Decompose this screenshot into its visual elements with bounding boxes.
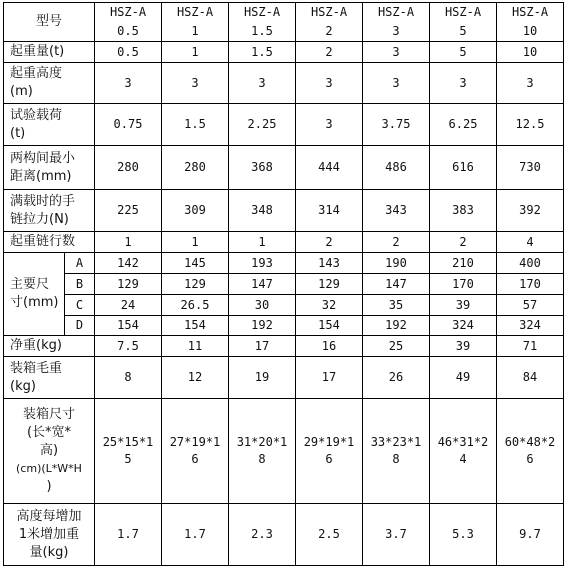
value-cell: 145 xyxy=(162,253,229,274)
value-cell: 10 xyxy=(497,42,564,63)
row-label-line: 寸(mm) xyxy=(10,295,59,310)
value-cell: 35 xyxy=(363,295,430,316)
value-cell: 39 xyxy=(430,295,497,316)
row-label-line: 量(kg) xyxy=(29,544,69,560)
dim-key: B xyxy=(65,274,95,295)
row-label-line: ) xyxy=(46,479,52,494)
row-dim-c xyxy=(4,295,564,316)
model-name: HSZ-A xyxy=(176,5,214,19)
value-cell: 5 xyxy=(430,42,497,63)
value-cell: 400 xyxy=(497,253,564,274)
value-cell: 154 xyxy=(162,316,229,336)
value-cell: 143 xyxy=(296,253,363,274)
model-name: HSZ-A xyxy=(377,5,415,19)
row-label xyxy=(4,253,65,336)
value-cell: 129 xyxy=(296,274,363,295)
row-label-line: 1米增加重 xyxy=(18,526,80,542)
value-cell: 392 xyxy=(497,190,564,232)
row-label xyxy=(4,357,95,399)
value-cell: 11 xyxy=(162,336,229,357)
value-cell: 147 xyxy=(363,274,430,295)
header-row xyxy=(4,3,564,42)
value-cell: 84 xyxy=(497,357,564,399)
value-cell: 3 xyxy=(229,63,296,104)
value-cell: 3.7 xyxy=(363,504,430,566)
model-name: HSZ-A xyxy=(310,5,348,19)
value-cell: 7.5 xyxy=(95,336,162,357)
row-label-line: 主要尺 xyxy=(10,277,50,292)
value-cell: 2.3 xyxy=(229,504,296,566)
row-gross-weight xyxy=(4,357,564,399)
value-cell: 192 xyxy=(229,316,296,336)
spec-table-container xyxy=(3,2,564,566)
value-cell: 324 xyxy=(497,316,564,336)
value-cell: 1.7 xyxy=(162,504,229,566)
value-cell: 3 xyxy=(296,63,363,104)
model-capacity: 3 xyxy=(392,24,400,38)
value-cell: 3 xyxy=(363,63,430,104)
value-cell: 348 xyxy=(229,190,296,232)
value-cell: 1.7 xyxy=(95,504,162,566)
value-cell: 24 xyxy=(95,295,162,316)
value-cell: 1.5 xyxy=(229,42,296,63)
model-cell xyxy=(162,3,229,42)
model-name: HSZ-A xyxy=(243,5,281,19)
value-cell: 129 xyxy=(95,274,162,295)
value-cell: 4 xyxy=(497,232,564,253)
value-cell: 1 xyxy=(162,42,229,63)
value-cell: 324 xyxy=(430,316,497,336)
row-label-line: 起重高度 xyxy=(10,66,63,81)
row-label xyxy=(4,104,95,146)
value-cell: 3 xyxy=(430,63,497,104)
box-size-line: 6 xyxy=(325,452,333,466)
row-test-load xyxy=(4,104,564,146)
value-cell: 6.25 xyxy=(430,104,497,146)
value-cell: 39 xyxy=(430,336,497,357)
row-label-line: (t) xyxy=(10,125,26,141)
value-cell xyxy=(296,399,363,504)
value-cell xyxy=(497,399,564,504)
model-cell xyxy=(296,3,363,42)
row-label-line: (cm)(L*W*H xyxy=(16,462,82,475)
value-cell: 3 xyxy=(162,63,229,104)
row-height xyxy=(4,63,564,104)
box-size-line: 31*20*1 xyxy=(236,435,288,449)
value-cell: 2 xyxy=(296,232,363,253)
row-label-line: 装箱毛重 xyxy=(10,360,63,376)
row-label: 起重链行数 xyxy=(4,232,95,253)
model-name: HSZ-A xyxy=(511,5,549,19)
value-cell xyxy=(162,399,229,504)
value-cell xyxy=(229,399,296,504)
dim-key: A xyxy=(65,253,95,274)
value-cell: 309 xyxy=(162,190,229,232)
value-cell: 383 xyxy=(430,190,497,232)
model-capacity: 0.5 xyxy=(117,24,139,38)
model-capacity: 10 xyxy=(522,24,538,38)
model-capacity: 5 xyxy=(459,24,467,38)
row-chain-pull xyxy=(4,190,564,232)
value-cell: 1 xyxy=(162,232,229,253)
value-cell: 444 xyxy=(296,146,363,190)
row-label-line: 高) xyxy=(39,443,59,458)
value-cell: 210 xyxy=(430,253,497,274)
value-cell: 17 xyxy=(229,336,296,357)
value-cell: 3 xyxy=(296,104,363,146)
row-dim-d xyxy=(4,316,564,336)
model-cell xyxy=(95,3,162,42)
row-label-line: 距离(mm) xyxy=(10,168,72,184)
row-dim-b xyxy=(4,274,564,295)
value-cell: 314 xyxy=(296,190,363,232)
value-cell: 1 xyxy=(95,232,162,253)
value-cell: 9.7 xyxy=(497,504,564,566)
row-label: 净重(kg) xyxy=(4,336,95,357)
row-label-line: 两构间最小 xyxy=(10,150,76,166)
value-cell: 5.3 xyxy=(430,504,497,566)
spec-table xyxy=(3,2,564,566)
value-cell: 30 xyxy=(229,295,296,316)
value-cell: 2 xyxy=(363,232,430,253)
model-capacity: 1 xyxy=(191,24,199,38)
value-cell: 368 xyxy=(229,146,296,190)
value-cell: 192 xyxy=(363,316,430,336)
value-cell: 1.5 xyxy=(162,104,229,146)
model-name: HSZ-A xyxy=(109,5,147,19)
value-cell: 3.75 xyxy=(363,104,430,146)
value-cell: 142 xyxy=(95,253,162,274)
value-cell: 154 xyxy=(95,316,162,336)
row-label-line: (m) xyxy=(10,84,33,99)
value-cell: 2.25 xyxy=(229,104,296,146)
row-label-line: 高度每增加 xyxy=(16,508,82,524)
value-cell: 26 xyxy=(363,357,430,399)
model-capacity: 2 xyxy=(325,24,333,38)
value-cell: 616 xyxy=(430,146,497,190)
model-capacity: 1.5 xyxy=(251,24,273,38)
value-cell: 730 xyxy=(497,146,564,190)
value-cell: 190 xyxy=(363,253,430,274)
value-cell: 2 xyxy=(296,42,363,63)
value-cell: 8 xyxy=(95,357,162,399)
value-cell: 0.75 xyxy=(95,104,162,146)
box-size-line: 60*48*2 xyxy=(504,435,556,449)
value-cell: 12.5 xyxy=(497,104,564,146)
box-size-line: 4 xyxy=(459,452,467,466)
row-extra-weight xyxy=(4,504,564,566)
row-label-line: 试验载荷 xyxy=(10,107,63,123)
row-label xyxy=(4,146,95,190)
model-cell xyxy=(229,3,296,42)
row-net-weight xyxy=(4,336,564,357)
box-size-line: 6 xyxy=(191,452,199,466)
value-cell: 3 xyxy=(497,63,564,104)
box-size-line: 27*19*1 xyxy=(169,435,221,449)
value-cell: 1 xyxy=(229,232,296,253)
value-cell: 17 xyxy=(296,357,363,399)
value-cell: 280 xyxy=(95,146,162,190)
box-size-line: 46*31*2 xyxy=(437,435,489,449)
value-cell: 3 xyxy=(95,63,162,104)
value-cell: 170 xyxy=(430,274,497,295)
value-cell: 0.5 xyxy=(95,42,162,63)
box-size-line: 33*23*1 xyxy=(370,435,422,449)
value-cell: 343 xyxy=(363,190,430,232)
value-cell: 26.5 xyxy=(162,295,229,316)
row-label-line: (长*宽* xyxy=(26,425,72,440)
model-cell xyxy=(497,3,564,42)
row-label xyxy=(4,504,95,566)
value-cell: 225 xyxy=(95,190,162,232)
value-cell xyxy=(430,399,497,504)
box-size-line: 6 xyxy=(526,452,534,466)
value-cell: 170 xyxy=(497,274,564,295)
row-chain-falls xyxy=(4,232,564,253)
value-cell: 129 xyxy=(162,274,229,295)
row-load xyxy=(4,42,564,63)
value-cell: 147 xyxy=(229,274,296,295)
value-cell: 154 xyxy=(296,316,363,336)
value-cell: 25 xyxy=(363,336,430,357)
model-cell xyxy=(430,3,497,42)
row-label xyxy=(4,63,95,104)
row-min-distance xyxy=(4,146,564,190)
value-cell: 19 xyxy=(229,357,296,399)
box-size-line: 8 xyxy=(392,452,400,466)
row-label-line: 装箱尺寸 xyxy=(22,407,75,422)
value-cell: 57 xyxy=(497,295,564,316)
row-label-line: 链拉力(N) xyxy=(10,211,69,227)
value-cell: 49 xyxy=(430,357,497,399)
value-cell: 3 xyxy=(363,42,430,63)
value-cell: 32 xyxy=(296,295,363,316)
value-cell: 486 xyxy=(363,146,430,190)
dim-key: C xyxy=(65,295,95,316)
value-cell: 280 xyxy=(162,146,229,190)
row-label: 起重量(t) xyxy=(4,42,95,63)
value-cell: 71 xyxy=(497,336,564,357)
model-name: HSZ-A xyxy=(444,5,482,19)
value-cell: 193 xyxy=(229,253,296,274)
row-label xyxy=(4,190,95,232)
value-cell: 2.5 xyxy=(296,504,363,566)
box-size-line: 25*15*1 xyxy=(102,435,154,449)
value-cell xyxy=(363,399,430,504)
row-dim-a xyxy=(4,253,564,274)
row-label xyxy=(4,399,95,504)
model-header: 型号 xyxy=(4,3,95,42)
box-size-line: 8 xyxy=(258,452,266,466)
value-cell: 2 xyxy=(430,232,497,253)
model-cell xyxy=(363,3,430,42)
box-size-line: 29*19*1 xyxy=(303,435,355,449)
value-cell: 16 xyxy=(296,336,363,357)
row-label-line: (kg) xyxy=(10,378,36,394)
row-box-size xyxy=(4,399,564,504)
row-label-line: 满载时的手 xyxy=(10,193,76,209)
box-size-line: 5 xyxy=(124,452,132,466)
dim-key: D xyxy=(65,316,95,336)
value-cell xyxy=(95,399,162,504)
value-cell: 12 xyxy=(162,357,229,399)
